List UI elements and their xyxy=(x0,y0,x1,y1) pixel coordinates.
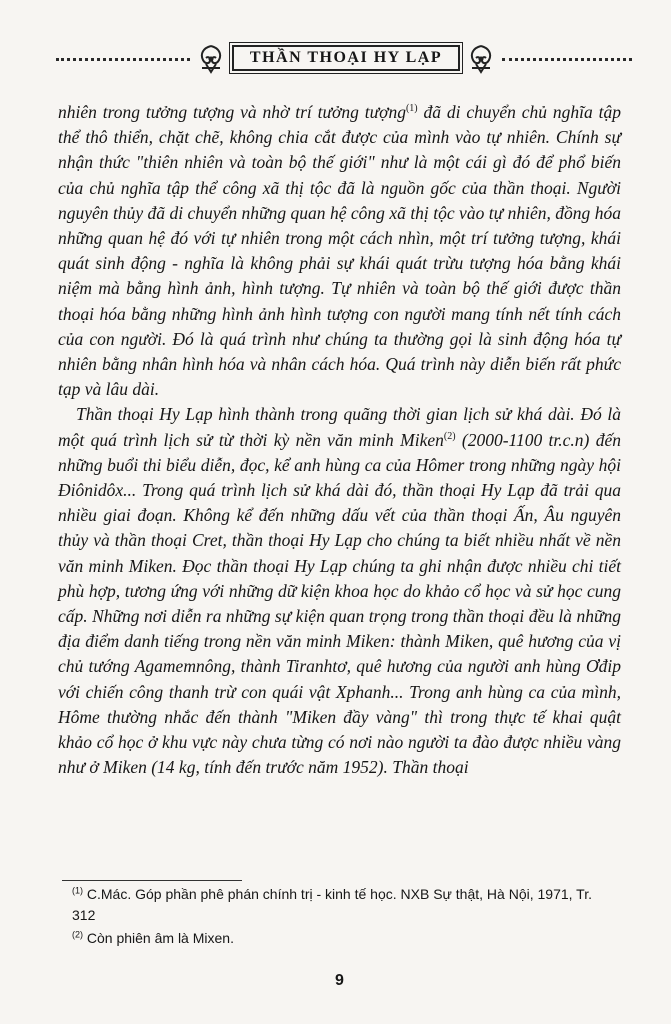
header-dotted-rule-right xyxy=(502,58,632,61)
paragraph-text: Thần thoại Hy Lạp hình thành trong quãng thời gian lịch sử khá dài. Đó là một quá trình lịch sử từ thời kỳ nền văn minh Miken xyxy=(58,404,621,450)
footnote-ref: (1) xyxy=(405,103,418,115)
footnote xyxy=(72,928,592,949)
header-dotted-rule-left xyxy=(56,58,190,61)
footnote-text: Còn phiên âm là Mixen. xyxy=(83,930,234,946)
footnote-marker: (1) xyxy=(72,885,83,896)
paragraph xyxy=(58,402,621,780)
paragraph-text: đã di chuyển chủ nghĩa tập thể thô thiển, chặt chẽ, không chia cắt được của mình vào tự nhiên. Chính sự nhận thức "thiên nhiên và toàn bộ thế giới" như là một cái gì đó để phổ biến của chủ nghĩa tập thể công xã thị tộc đã là nguồn gốc của thần thoại. Người nguyên thủy đã di chuyển những quan hệ công xã thị tộc vào tự nhiên, đồng hóa những quan hệ đó với tự nhiên trong một cách nhìn, một trí tưởng tượng, khái quát sinh động - nghĩa là không phải sự khái quát trừu tượng hóa bằng khái niệm mà bằng hình ảnh, hình tượng. Tự nhiên và toàn bộ thế giới được thần thoại hóa bằng những hình ảnh hình tượng con người mang tính nết tính cách của con người. Đó là quá trình như chúng ta thường gọi là sinh động hóa tự nhiên bằng nhân hình hóa và nhân cách hóa. Quá trình này diễn biến rất phức tạp và lâu dài. xyxy=(58,102,621,400)
header-title: THẦN THOẠI HY LẠP xyxy=(232,45,460,71)
page-number-container xyxy=(0,972,671,990)
footnote-ref: (2) xyxy=(443,430,456,442)
page-number: 9 xyxy=(335,972,344,989)
lyre-ornament-icon xyxy=(464,42,498,76)
paragraph-text: nhiên trong tưởng tượng và nhờ trí tưởng tượng xyxy=(58,102,406,122)
running-header xyxy=(56,40,632,78)
body-text xyxy=(58,100,621,780)
footnote-text: C.Mác. Góp phần phê phán chính trị - kinh tế học. NXB Sự thật, Hà Nội, 1971, Tr. 312 xyxy=(72,886,592,923)
lyre-ornament-icon xyxy=(194,42,228,76)
paragraph xyxy=(58,100,621,402)
footnote-marker: (2) xyxy=(72,929,83,940)
footnote xyxy=(72,884,592,926)
footnotes xyxy=(72,884,592,951)
paragraph-text: (2000-1100 tr.c.n) đến những buổi thi biểu diễn, đọc, kể anh hùng ca của Hômer trong những ngày hội Điônidôx... Trong quá trình lịch sử khá dài đó, thần thoại Hy Lạp đã trải qua nhiều giai đoạn. Không kể đến những dấu vết của thần thoại Ấn, Âu nguyên thủy và thần thoại Cret, thần thoại Hy Lạp cho chúng ta biết nhiều nhất về nền văn minh Miken. Đọc thần thoại Hy Lạp chúng ta ghi nhận được nhiều chi tiết phù hợp, tương ứng với những dữ kiện khoa học do khảo cổ học và sử học cung cấp. Những nơi diễn ra những sự kiện quan trọng trong thần thoại đều là những địa điểm danh tiếng trong nền văn minh Miken: thành Miken, quê hương của vị chủ tướng Agamemnông, thành Tiranhtơ, quê hương của người anh hùng Ơđip với chiến công thanh trừ con quái vật Xphanh... Trong anh hùng ca của mình, Hôme thường nhắc đến thành "Miken đầy vàng" thì trong thực tế khai quật khảo cổ học ở khu vực này chưa từng có nơi nào người ta đào được nhiều vàng như ở Miken (14 kg, tính đến trước năm 1952). Thần thoại xyxy=(58,429,621,778)
footnote-divider xyxy=(62,880,242,881)
